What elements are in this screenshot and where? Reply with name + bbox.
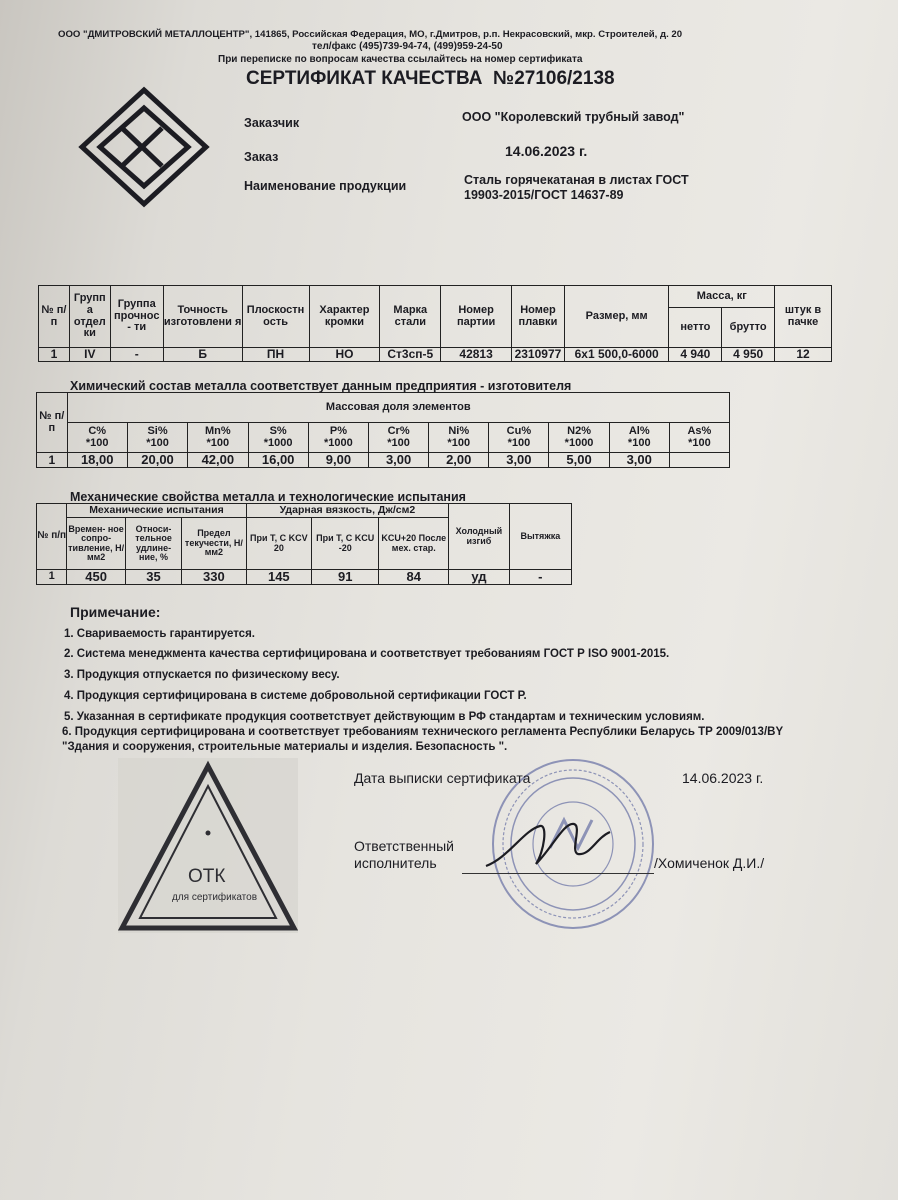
chem-element-header	[308, 423, 368, 453]
mech-table	[36, 503, 572, 585]
mech-num-header: № п/п	[37, 504, 67, 570]
phone-line: тел/факс (495)739-94-74, (499)959-24-50	[312, 41, 503, 52]
col-net: нетто	[669, 308, 722, 348]
note-item: 3. Продукция отпускается по физическому весу.	[64, 669, 340, 681]
chem-element-value: 20,00	[127, 453, 187, 468]
chem-element-name: Al%	[628, 424, 650, 437]
chem-element-name: N2%	[567, 424, 591, 437]
chem-element-header	[188, 423, 248, 453]
col-draw: Вытяжка	[509, 504, 571, 570]
col-elongation: Относи- тельное удлине- ние, %	[125, 518, 181, 570]
col-gross: брутто	[722, 308, 775, 348]
col-flatness: Плоскостн ость	[242, 286, 309, 348]
col-kcu: При Т, С KCU -20	[312, 518, 379, 570]
chem-element-value: 9,00	[308, 453, 368, 468]
chem-element-name: C%	[88, 424, 107, 437]
chem-element-value: 5,00	[549, 453, 609, 468]
chem-element-header	[429, 423, 489, 453]
signer-name: /Хомиченок Д.И./	[654, 855, 765, 871]
col-yield: Предел текучести, Н/мм2	[182, 518, 246, 570]
chem-element-header	[369, 423, 429, 453]
responsible-label-1: Ответственный	[354, 838, 454, 854]
chem-element-name: P%	[329, 424, 347, 437]
company-line: ООО "ДМИТРОВСКИЙ МЕТАЛЛОЦЕНТР", 141865, Российская Федерация, МО, г.Дмитров, р.п. Некрасовский, мкр. Строителей, д. 20	[58, 29, 683, 40]
chem-element-multiplier: *1000	[324, 436, 353, 449]
company-logo	[78, 86, 210, 208]
signature	[478, 808, 628, 878]
impact-header: Ударная вязкость, Дж/см2	[246, 504, 449, 518]
chem-table	[36, 392, 730, 468]
reference-line: При переписке по вопросам качества ссылайтесь на номер сертификата	[218, 54, 583, 65]
otk-stamp-main: ОТК	[188, 866, 226, 887]
chem-element-header	[67, 423, 127, 453]
col-lot: Номер партии	[441, 286, 512, 348]
chem-element-multiplier: *100	[146, 436, 169, 449]
chem-element-value: 3,00	[489, 453, 549, 468]
order-label: Заказ	[244, 150, 279, 164]
col-size: Размер, мм	[564, 286, 669, 348]
chem-element-header	[248, 423, 308, 453]
product-value-2: 19903-2015/ГОСТ 14637-89	[464, 188, 624, 202]
chem-element-value: 16,00	[248, 453, 308, 468]
order-value: 14.06.2023 г.	[505, 143, 588, 159]
col-kcv: При Т, С KCV 20	[246, 518, 311, 570]
chem-element-value: 2,00	[429, 453, 489, 468]
col-edge: Характер кромки	[309, 286, 380, 348]
col-bend: Холодный изгиб	[449, 504, 510, 570]
otk-stamp-sub: для сертификатов	[172, 892, 258, 903]
chem-element-header	[127, 423, 187, 453]
chem-element-name: Mn%	[205, 424, 231, 437]
chem-element-value: 3,00	[369, 453, 429, 468]
note-item: 1. Свариваемость гарантируется.	[64, 628, 255, 640]
table-row: 1 IV - Б ПН НО Ст3сп-5 42813 2310977 6х1 500,0-6000 4 940 4 950 12	[39, 348, 832, 362]
notes-title: Примечание:	[70, 604, 161, 620]
product-table	[38, 285, 832, 362]
certificate-number: №27106/2138	[493, 68, 615, 89]
customer-label: Заказчик	[244, 116, 300, 130]
chem-element-multiplier: *100	[206, 436, 230, 449]
col-grade: Марка стали	[380, 286, 441, 348]
chem-element-value: 18,00	[67, 453, 127, 468]
product-label: Наименование продукции	[244, 179, 407, 193]
chem-element-multiplier: *100	[387, 436, 410, 449]
chem-element-name: Si%	[147, 424, 168, 437]
date-label: Дата выписки сертификата	[354, 770, 531, 786]
col-num: № п/п	[39, 286, 70, 348]
note-item: 5. Указанная в сертификате продукция соответствует действующим в РФ стандартам и техническим условиям.	[64, 711, 705, 723]
mech-tests-header: Механические испытания	[67, 504, 246, 518]
col-mass: Масса, кг	[669, 286, 775, 308]
chem-element-header	[549, 423, 609, 453]
chem-element-multiplier: *1000	[263, 436, 293, 449]
col-strength-group: Группа прочнос - ти	[110, 286, 163, 348]
col-heat: Номер плавки	[511, 286, 564, 348]
note-item: 2. Система менеджмента качества сертифицирована и соответствует требованиям ГОСТ Р ISO 9001-2015.	[64, 648, 670, 660]
chem-element-multiplier: *100	[627, 436, 651, 449]
chem-title: Химический состав металла соответствует данным предприятия - изготовителя	[70, 379, 572, 393]
chem-element-value	[669, 453, 729, 468]
product-value-1: Сталь горячекатаная в листах ГОСТ	[464, 173, 689, 187]
chem-num-header: № п/п	[37, 393, 68, 453]
col-pieces: штук в пачке	[775, 286, 832, 348]
col-group-sep: Групп а отдел ки	[69, 286, 110, 348]
col-precision: Точность изготовлени я	[163, 286, 242, 348]
chem-element-name: S%	[269, 424, 287, 437]
note-item: 6. Продукция сертифицирована и соответствует требованиям технического регламента Республики Беларусь ТР 2009/013/BY	[62, 726, 784, 738]
otk-stamp	[118, 758, 298, 933]
chem-element-name: Cu%	[506, 424, 532, 437]
chem-element-header	[609, 423, 669, 453]
chem-element-multiplier: *1000	[564, 436, 594, 449]
note-item: 4. Продукция сертифицирована в системе добровольной сертификации ГОСТ Р.	[64, 690, 527, 702]
responsible-label-2: исполнитель	[354, 855, 437, 871]
chem-element-multiplier: *100	[507, 436, 531, 449]
table-row: 1 18,00 20,00 42,00 16,00 9,00 3,00 2,00 3,00 5,00 3,00	[37, 453, 730, 468]
chem-element-name: Ni%	[448, 424, 470, 437]
chem-element-name: Cr%	[387, 424, 410, 437]
col-tensile: Времен- ное сопро- тивление, Н/мм2	[67, 518, 126, 570]
chem-element-header	[669, 423, 729, 453]
customer-value: ООО "Королевский трубный завод"	[462, 110, 685, 124]
chem-group-header: Массовая доля элементов	[67, 393, 729, 423]
chem-element-value: 3,00	[609, 453, 669, 468]
chem-element-multiplier: *100	[447, 436, 471, 449]
date-value: 14.06.2023 г.	[682, 770, 764, 786]
table-row: 1 450 35 330 145 91 84 уд -	[37, 570, 572, 585]
certificate-title: СЕРТИФИКАТ КАЧЕСТВА №27106/2138	[246, 68, 615, 89]
chem-element-header	[489, 423, 549, 453]
mech-title: Механические свойства металла и технологические испытания	[70, 490, 466, 504]
chem-element-multiplier: *100	[688, 436, 711, 449]
chem-element-value: 42,00	[188, 453, 248, 468]
chem-element-name: As%	[687, 424, 712, 437]
col-kcu-aged: KCU+20 После мех. стар.	[379, 518, 449, 570]
chem-element-multiplier: *100	[85, 436, 109, 449]
note-item: "Здания и сооружения, строительные материалы и изделия. Безопасность ".	[62, 741, 508, 753]
